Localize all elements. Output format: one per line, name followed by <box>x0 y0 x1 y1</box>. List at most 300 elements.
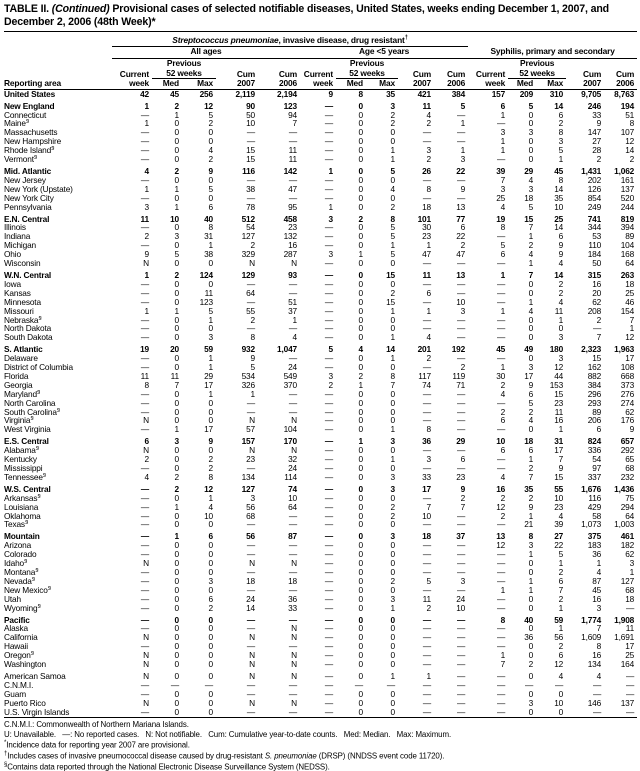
value-cell: 0 <box>174 445 179 456</box>
value-cell: — <box>456 679 466 690</box>
value-cell: 7 <box>460 501 466 512</box>
value-cell: — <box>496 287 506 298</box>
value-cell: 0 <box>358 483 363 494</box>
value-cell: 26 <box>422 166 431 177</box>
value-cell: 0 <box>208 659 213 670</box>
value-cell: — <box>422 679 431 690</box>
value-cell: 0 <box>174 258 179 269</box>
value-cell: 3 <box>528 540 534 551</box>
value-cell: 0 <box>208 278 213 289</box>
value-cell: N <box>143 650 149 661</box>
value-cell: 15 <box>592 353 602 364</box>
value-cell: 93 <box>288 269 297 280</box>
value-cell: — <box>496 697 506 708</box>
value-cell: — <box>288 278 297 289</box>
title-continued: (Continued) <box>51 3 110 15</box>
value-cell: 1,609 <box>581 632 602 643</box>
value-cell: 2 <box>358 370 363 381</box>
value-cell: 1 <box>558 558 564 569</box>
value-cell: 14 <box>554 269 564 280</box>
value-cell: 8 <box>390 213 395 224</box>
value-cell: — <box>288 192 297 203</box>
value-cell: 4 <box>500 471 506 482</box>
table-row <box>4 128 637 137</box>
value-cell: 0 <box>174 362 179 373</box>
value-cell: 1 <box>174 501 179 512</box>
value-cell: 62 <box>592 296 602 307</box>
value-cell: — <box>456 659 466 670</box>
value-cell: 2 <box>250 314 255 325</box>
value-cell: — <box>324 323 333 334</box>
value-cell: 5 <box>558 145 564 156</box>
value-cell: 27 <box>554 531 564 542</box>
value-cell: 0 <box>390 192 395 203</box>
value-cell: 1 <box>208 362 213 373</box>
value-cell: 7 <box>528 471 534 482</box>
value-cell: 12 <box>554 362 564 373</box>
table-row <box>4 307 637 316</box>
value-cell: 1,436 <box>614 483 635 494</box>
value-cell: — <box>422 406 431 417</box>
value-cell: 16 <box>288 240 297 251</box>
value-cell: 45 <box>170 88 179 99</box>
value-cell: — <box>288 406 297 417</box>
value-cell: 10 <box>170 213 179 224</box>
value-cell: N <box>291 415 297 426</box>
value-cell: 132 <box>283 231 297 242</box>
value-cell: 18 <box>625 593 635 604</box>
table-row <box>4 613 637 625</box>
value-cell: N <box>143 697 149 708</box>
value-cell: 1,047 <box>276 344 297 355</box>
value-cell: 8 <box>500 222 506 233</box>
value-cell: — <box>246 614 255 625</box>
value-cell: 0 <box>358 269 363 280</box>
column-header-med: Med <box>508 79 536 90</box>
group-header-all-ages: All ages <box>112 47 300 59</box>
value-cell: 94 <box>288 109 297 120</box>
value-cell: 68 <box>625 463 635 474</box>
value-cell: 2,119 <box>235 88 255 99</box>
value-cell: — <box>422 641 431 652</box>
value-cell: 0 <box>358 688 363 699</box>
value-cell: — <box>496 154 506 165</box>
value-cell: 3 <box>328 249 333 260</box>
value-cell: 0 <box>390 688 395 699</box>
value-cell: 0 <box>528 670 534 681</box>
reporting-area-cell: Colorado <box>4 550 37 560</box>
value-cell: 24 <box>456 593 466 604</box>
value-cell: 13 <box>456 201 466 212</box>
value-cell: 6 <box>500 100 506 111</box>
table-row <box>4 425 637 434</box>
value-cell: — <box>324 353 333 364</box>
value-cell: 6 <box>558 231 564 242</box>
value-cell: — <box>246 566 255 577</box>
value-cell: 0 <box>174 584 179 595</box>
value-cell: 0 <box>208 445 213 456</box>
value-cell: — <box>140 174 149 185</box>
value-cell: 1 <box>528 454 534 465</box>
value-cell: 36 <box>592 549 602 560</box>
value-cell: — <box>246 278 255 289</box>
value-cell: 1 <box>500 269 506 280</box>
value-cell: 2,194 <box>276 88 297 99</box>
value-cell: 0 <box>358 593 363 604</box>
value-cell: N <box>143 258 149 269</box>
value-cell: — <box>496 575 506 586</box>
value-cell: 206 <box>587 415 602 426</box>
value-cell: 0 <box>358 697 363 708</box>
value-cell: 62 <box>625 406 635 417</box>
value-cell: — <box>324 463 333 474</box>
value-cell: 153 <box>549 379 564 390</box>
value-cell: 1 <box>390 240 395 251</box>
value-cell: 3 <box>558 332 564 343</box>
value-cell: 0 <box>358 558 363 569</box>
value-cell: — <box>140 540 149 551</box>
value-cell: 10 <box>496 436 506 447</box>
value-cell: 11 <box>554 406 564 417</box>
value-cell: — <box>140 641 149 652</box>
value-cell: 12 <box>496 501 506 512</box>
value-cell: 29 <box>204 370 213 381</box>
value-cell: 0 <box>390 314 395 325</box>
value-cell: 15 <box>386 269 395 280</box>
value-cell: 64 <box>625 510 635 521</box>
value-cell: — <box>422 688 431 699</box>
value-cell: 7 <box>426 501 431 512</box>
value-cell: 5 <box>558 549 564 560</box>
value-cell: 54 <box>592 454 602 465</box>
value-cell: — <box>324 332 333 343</box>
value-cell: — <box>288 174 297 185</box>
value-cell: 45 <box>496 344 506 355</box>
value-cell: 274 <box>620 397 635 408</box>
value-cell: — <box>496 118 506 129</box>
value-cell: — <box>456 584 466 595</box>
value-cell: — <box>456 388 466 399</box>
value-cell: 882 <box>587 370 602 381</box>
reporting-area-cell: Utah <box>4 594 21 604</box>
value-cell: 0 <box>528 602 534 613</box>
table-row <box>4 586 637 595</box>
value-cell: — <box>324 231 333 242</box>
value-cell: 0 <box>174 145 179 156</box>
value-cell: — <box>324 192 333 203</box>
value-cell: — <box>496 353 506 364</box>
value-cell: — <box>604 708 637 718</box>
value-cell: 184 <box>587 249 602 260</box>
value-cell: 741 <box>587 213 602 224</box>
value-cell: 2 <box>500 510 506 521</box>
table-row <box>4 194 637 203</box>
value-cell: 6 <box>500 445 506 456</box>
value-cell: 6 <box>500 249 506 260</box>
value-cell: 263 <box>620 269 635 280</box>
value-cell: 520 <box>620 192 635 203</box>
value-cell: 74 <box>422 379 431 390</box>
value-cell: 13 <box>456 269 466 280</box>
value-cell: — <box>324 540 333 551</box>
value-cell: 0 <box>390 463 395 474</box>
value-cell: 1 <box>390 154 395 165</box>
value-cell: 3 <box>390 483 395 494</box>
table-row <box>4 111 637 120</box>
value-cell: — <box>216 708 258 718</box>
reporting-area-cell: Mid. Atlantic <box>4 166 52 176</box>
value-cell: 0 <box>358 154 363 165</box>
value-cell: 108 <box>620 362 635 373</box>
reporting-area-cell: Illinois <box>4 223 26 233</box>
value-cell: — <box>456 314 466 325</box>
value-cell: 4 <box>144 166 149 177</box>
value-cell: 7 <box>528 222 534 233</box>
value-cell: 15 <box>554 471 564 482</box>
value-cell: 1 <box>358 379 363 390</box>
value-cell: 0 <box>390 415 395 426</box>
value-cell: 0 <box>528 650 534 661</box>
value-cell: 11 <box>288 154 297 165</box>
value-cell: — <box>456 641 466 652</box>
value-cell: 3 <box>500 183 506 194</box>
value-cell: 5 <box>528 100 534 111</box>
value-cell: 4 <box>144 471 149 482</box>
value-cell: — <box>496 679 506 690</box>
value-cell: — <box>422 540 431 551</box>
value-cell: 2 <box>558 593 564 604</box>
value-cell: 2 <box>250 240 255 251</box>
value-cell: — <box>456 287 466 298</box>
value-cell: 2 <box>528 492 534 503</box>
value-cell: 39 <box>554 519 564 530</box>
reporting-area-cell: Wyoming§ <box>4 603 41 613</box>
reporting-area-cell: Indiana <box>4 232 31 242</box>
value-cell: 2 <box>558 566 564 577</box>
value-cell: 0 <box>358 602 363 613</box>
table-row <box>4 446 637 455</box>
value-cell: 0 <box>358 397 363 408</box>
value-cell: — <box>496 602 506 613</box>
value-cell: — <box>140 222 149 233</box>
value-cell: 201 <box>417 344 431 355</box>
value-cell: 0 <box>358 183 363 194</box>
table-row <box>4 473 637 482</box>
value-cell: 5 <box>390 166 395 177</box>
value-cell: 21 <box>524 519 534 530</box>
value-cell: 3 <box>174 436 179 447</box>
value-cell: 8 <box>250 332 255 343</box>
value-cell: 6 <box>528 445 534 456</box>
value-cell: — <box>496 558 506 569</box>
value-cell: — <box>140 549 149 560</box>
value-cell: 0 <box>528 641 534 652</box>
reporting-area-cell: Alaska <box>4 624 29 634</box>
value-cell: 38 <box>246 183 255 194</box>
value-cell: 6 <box>460 222 466 233</box>
value-cell: — <box>324 305 333 316</box>
table-row <box>4 455 637 464</box>
value-cell: 116 <box>588 492 602 503</box>
value-cell: 1 <box>174 183 179 194</box>
value-cell: — <box>324 519 333 530</box>
value-cell: 0 <box>390 362 395 373</box>
value-cell: 3 <box>460 575 466 586</box>
value-cell: 11 <box>554 305 564 316</box>
value-cell: 0 <box>528 558 534 569</box>
value-cell: 38 <box>204 249 213 260</box>
value-cell: — <box>324 584 333 595</box>
value-cell: 19 <box>496 213 506 224</box>
value-cell: — <box>324 483 333 494</box>
value-cell: 0 <box>390 492 395 503</box>
value-cell: 4 <box>596 670 602 681</box>
value-cell: — <box>422 549 431 560</box>
value-cell: 0 <box>208 549 213 560</box>
value-cell: 0 <box>152 708 182 718</box>
value-cell: — <box>422 519 431 530</box>
value-cell: 2 <box>596 314 602 325</box>
value-cell: — <box>246 192 255 203</box>
value-cell: — <box>456 424 466 435</box>
value-cell: 64 <box>246 287 255 298</box>
value-cell: — <box>434 708 468 718</box>
value-cell: 12 <box>625 332 635 343</box>
value-cell: 819 <box>620 213 635 224</box>
value-cell: 1 <box>144 183 149 194</box>
value-cell: 9 <box>528 501 534 512</box>
reporting-area-cell: New Jersey <box>4 175 46 185</box>
value-cell: 329 <box>241 249 255 260</box>
value-cell: — <box>324 531 333 542</box>
value-cell: 0 <box>174 154 179 165</box>
value-cell: 1 <box>500 584 506 595</box>
value-cell: 657 <box>620 436 635 447</box>
value-cell: 18 <box>422 201 431 212</box>
value-cell: 33 <box>592 109 602 120</box>
value-cell: 0 <box>558 323 564 334</box>
value-cell: 0 <box>358 287 363 298</box>
value-cell: 0 <box>358 278 363 289</box>
value-cell: 127 <box>241 483 255 494</box>
table-row <box>4 316 637 325</box>
value-cell: N <box>249 659 255 670</box>
value-cell: — <box>300 708 336 718</box>
value-cell: 6 <box>208 201 213 212</box>
value-cell: 0 <box>208 323 213 334</box>
value-cell: — <box>422 323 431 334</box>
value-cell: 54 <box>246 222 255 233</box>
value-cell: 7 <box>596 332 602 343</box>
value-cell: 0 <box>174 415 179 426</box>
value-cell: 20 <box>592 287 602 298</box>
value-cell: 0 <box>358 231 363 242</box>
value-cell: 17 <box>625 641 635 652</box>
value-cell: 0 <box>528 109 534 120</box>
value-cell: 2 <box>208 454 213 465</box>
value-cell: 29 <box>524 166 534 177</box>
value-cell: — <box>456 697 466 708</box>
value-cell: 3 <box>328 370 333 381</box>
value-cell: 47 <box>288 183 297 194</box>
column-header-med: Med <box>336 79 366 90</box>
value-cell: 2 <box>528 659 534 670</box>
value-cell: 6 <box>558 575 564 586</box>
value-cell: 2 <box>596 154 602 165</box>
value-cell: 137 <box>620 183 635 194</box>
value-cell: N <box>249 670 255 681</box>
reporting-area-cell: Nebraska§ <box>4 315 42 325</box>
value-cell: 458 <box>283 213 297 224</box>
value-cell: — <box>324 154 333 165</box>
value-cell: 16 <box>592 650 602 661</box>
value-cell: 8 <box>358 88 363 99</box>
value-cell: 0 <box>390 632 395 643</box>
reporting-area-cell: Arizona <box>4 541 32 551</box>
value-cell: 16 <box>592 593 602 604</box>
value-cell: 0 <box>358 549 363 560</box>
value-cell: 0 <box>358 332 363 343</box>
value-cell: 0 <box>174 492 179 503</box>
value-cell: 0 <box>358 109 363 120</box>
value-cell: — <box>288 679 297 690</box>
value-cell: 3 <box>208 332 213 343</box>
value-cell: 512 <box>241 213 255 224</box>
value-cell: 2 <box>174 269 179 280</box>
value-cell: 0 <box>174 397 179 408</box>
value-cell: — <box>140 314 149 325</box>
value-cell: — <box>324 136 333 147</box>
value-cell: — <box>258 708 300 718</box>
value-cell: 9 <box>460 183 466 194</box>
value-cell: 1 <box>558 314 564 325</box>
value-cell: 11 <box>288 145 297 156</box>
value-cell: 3 <box>390 471 395 482</box>
value-cell: 0 <box>174 222 179 233</box>
reporting-area-cell: New Mexico§ <box>4 585 51 595</box>
value-cell: — <box>324 650 333 661</box>
table-row <box>4 464 637 473</box>
value-cell: — <box>288 540 297 551</box>
value-cell: — <box>592 323 602 334</box>
value-cell: 5 <box>426 575 431 586</box>
value-cell: 244 <box>620 201 635 212</box>
value-cell: 0 <box>558 688 564 699</box>
value-cell: 1 <box>528 296 534 307</box>
value-cell: 33 <box>422 471 431 482</box>
value-cell: 0 <box>358 463 363 474</box>
value-cell: 1 <box>528 549 534 560</box>
value-cell: 1 <box>174 109 179 120</box>
column-header-cum-2006: Cum 2006 <box>604 58 637 89</box>
value-cell: — <box>324 183 333 194</box>
value-cell: 2 <box>390 287 395 298</box>
value-cell: — <box>288 549 297 560</box>
value-cell: 2 <box>390 501 395 512</box>
value-cell: — <box>324 287 333 298</box>
value-cell: 0 <box>358 454 363 465</box>
value-cell: — <box>324 614 333 625</box>
value-cell: — <box>456 688 466 699</box>
value-cell: 0 <box>174 688 179 699</box>
value-cell: 337 <box>587 471 602 482</box>
value-cell: — <box>140 602 149 613</box>
value-cell: — <box>496 519 506 530</box>
value-cell: 31 <box>204 231 213 242</box>
value-cell: 0 <box>528 424 534 435</box>
value-cell: 74 <box>288 483 297 494</box>
value-cell: 1,691 <box>614 632 635 643</box>
